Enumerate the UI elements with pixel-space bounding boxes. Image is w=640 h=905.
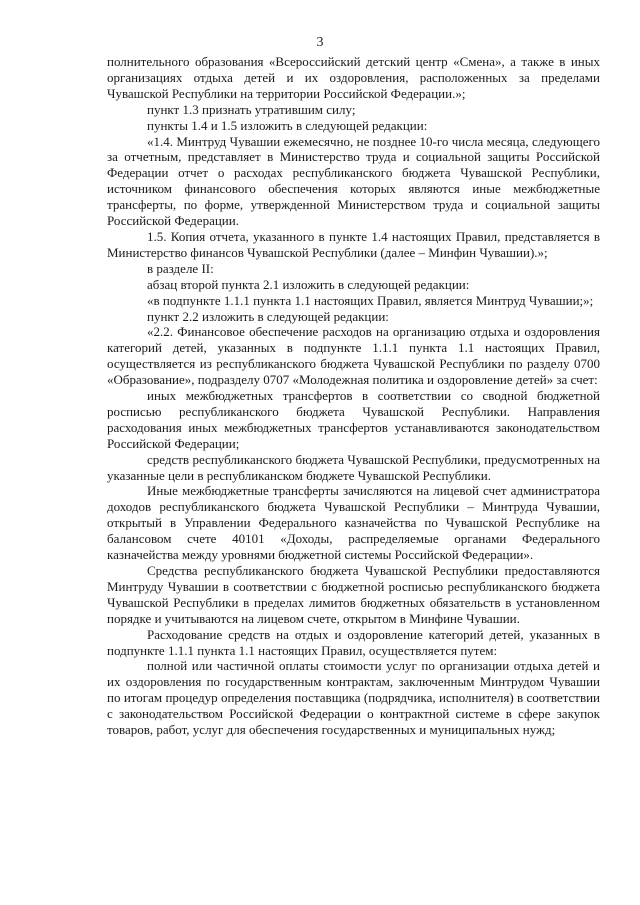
paragraph: полнительного образования «Всероссийский детский центр «Смена», а также в иных организациях отдыха детей и их оздоровления, расположенных за пределами Чувашской Республики на территории Российской Федерации.»;: [107, 54, 600, 101]
paragraph: Расходование средств на отдых и оздоровление категорий детей, указанных в подпункте 1.1.1 пункта 1.1 настоящих Правил, осуществляется путем:: [107, 626, 600, 658]
paragraph: «1.4. Минтруд Чувашии ежемесячно, не позднее 10-го числа месяца, следующего за отчетным, представляет в Министерство труда и социальной защиты Российской Федерации отчет о расходах республиканского бюджета Чувашской Республики, источником финансового обеспечения которых являются иные межбюджетные трансферты, по форме, утвержденной Министерством труда и социальной защиты Российской Федерации.: [107, 133, 600, 229]
paragraph: пункты 1.4 и 1.5 изложить в следующей редакции:: [147, 117, 428, 133]
paragraph: полной или частичной оплаты стоимости услуг по организации отдыха детей и их оздоровления по государственным контрактам, заключенным Минтрудом Чувашии по итогам процедур определения поставщика (подрядчика, исполнителя) в соответствии с законодательством Российской Федерации о контрактной системе в сфере закупок товаров, работ, услуг для обеспечения государственных и муниципальных нужд;: [107, 658, 600, 738]
paragraph: пункт 2.2 изложить в следующей редакции:: [147, 308, 389, 324]
paragraph: «2.2. Финансовое обеспечение расходов на организацию отдыха и оздоровления категорий детей, указанных в подпункте 1.1.1 пункта 1.1 настоящих Правил, осуществляется из республиканского бюджета Чувашской Республики по разделу 0700 «Образование», подразделу 0707 «Молодежная политика и оздоровление детей» за счет:: [107, 324, 600, 388]
paragraph: «в подпункте 1.1.1 пункта 1.1 настоящих Правил, является Минтруд Чувашии;»;: [147, 292, 594, 308]
paragraph: средств республиканского бюджета Чувашской Республики, предусмотренных на указанные цели в республиканском бюджете Чувашской Республики.: [107, 451, 600, 483]
paragraph: 1.5. Копия отчета, указанного в пункте 1.4 настоящих Правил, представляется в Министерство финансов Чувашской Республики (далее – Минфин Чувашии).»;: [107, 228, 600, 260]
paragraph: Иные межбюджетные трансферты зачисляются на лицевой счет администратора доходов республиканского бюджета Чувашской Республики – Минтруда Чувашии, открытый в Управлении Федерального казначейства по Чувашской Республике на балансовом счете 40101 «Доходы, распределяемые органами Федерального казначейства между уровнями бюджетной системы Российской Федерации».: [107, 483, 600, 563]
paragraph: иных межбюджетных трансфертов в соответствии со сводной бюджетной росписью республиканского бюджета Чувашской Республики. Направления расходования иных межбюджетных трансфертов устанавливаются законодательством Российской Федерации;: [107, 388, 600, 451]
paragraph: пункт 1.3 признать утратившим силу;: [147, 101, 356, 117]
document-body: [107, 54, 600, 738]
paragraph: в разделе II:: [147, 260, 214, 276]
page-number: 3: [316, 35, 324, 50]
paragraph: абзац второй пункта 2.1 изложить в следующей редакции:: [147, 276, 470, 292]
paragraph: Средства республиканского бюджета Чувашской Республики предоставляются Минтруду Чувашии в соответствии с бюджетной росписью республиканского бюджета Чувашской Республики в пределах лимитов бюджетных обязательств в установленном порядке и учитываются на лицевом счете, открытом в Минфине Чувашии.: [107, 563, 600, 626]
